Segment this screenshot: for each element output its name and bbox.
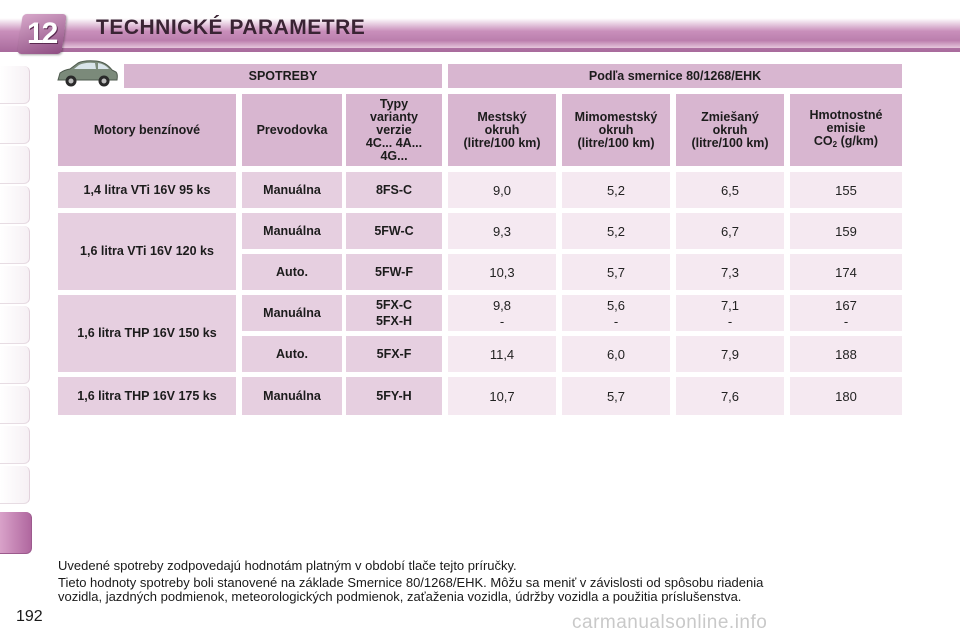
gearbox-cell: Manuálna — [242, 377, 342, 415]
column-header-extra-urban — [562, 94, 670, 166]
co2-subscript: 2 — [832, 140, 838, 149]
extra-urban-value: 5,6 — [606, 297, 626, 313]
extra-urban-cell: 5,2 — [562, 213, 670, 249]
column-header-extra-line: okruh — [598, 122, 634, 137]
column-header-mixed-line: Zmiešaný — [701, 109, 759, 124]
type-cell — [346, 295, 442, 331]
extra-urban-cell: 6,0 — [562, 336, 670, 372]
side-tab[interactable] — [0, 466, 30, 504]
type-value: 5FX-C — [375, 297, 413, 312]
column-header-engine: Motory benzínové — [58, 94, 236, 166]
extra-urban-cell: 5,7 — [562, 254, 670, 290]
mixed-value: 7,1 — [720, 297, 740, 313]
side-tab[interactable] — [0, 66, 30, 104]
type-cell: 5FX-F — [346, 336, 442, 372]
footnote-line: Tieto hodnoty spotreby boli stanovené na základe Smernice 80/1268/EHK. Môžu sa meniť v závislosti od spôsobu riadenia — [58, 575, 764, 590]
column-header-type-line: 4C... 4A... — [365, 135, 423, 150]
car-icon — [54, 58, 120, 90]
type-cell: 8FS-C — [346, 172, 442, 208]
side-tab[interactable] — [0, 226, 30, 264]
engine-label: 1,4 litra VTi 16V 95 ks — [58, 172, 236, 208]
type-cell: 5FW-C — [346, 213, 442, 249]
column-header-co2 — [790, 94, 902, 166]
gearbox-cell: Manuálna — [242, 213, 342, 249]
engine-label: 1,6 litra THP 16V 150 ks — [58, 295, 236, 372]
co2-value: 167 — [835, 297, 857, 313]
group-header-consumption: SPOTREBY — [124, 64, 442, 88]
gearbox-cell: Auto. — [242, 254, 342, 290]
mixed-cell: 6,5 — [676, 172, 784, 208]
side-tab[interactable] — [0, 386, 30, 424]
side-tab[interactable] — [0, 186, 30, 224]
mixed-value: - — [727, 313, 733, 329]
urban-cell: 10,7 — [448, 377, 556, 415]
group-header-directive: Podľa smernice 80/1268/EHK — [448, 64, 902, 88]
type-cell: 5FY-H — [346, 377, 442, 415]
column-header-type — [346, 94, 442, 166]
header-rule — [60, 40, 960, 48]
urban-value: - — [499, 313, 505, 329]
gearbox-cell: Manuálna — [242, 172, 342, 208]
column-header-co2-line — [814, 135, 878, 151]
column-header-type-line: varianty — [370, 109, 418, 124]
co2-cell: 180 — [790, 377, 902, 415]
co2-cell: 159 — [790, 213, 902, 249]
column-header-extra-line: (litre/100 km) — [577, 135, 655, 150]
co2-text: CO — [813, 134, 833, 148]
footnote-line: Uvedené spotreby zodpovedajú hodnotám platným v období tlače tejto príručky. — [58, 558, 517, 573]
side-tab[interactable] — [0, 346, 30, 384]
side-tab[interactable] — [0, 426, 30, 464]
column-header-type-line: Typy — [379, 96, 409, 111]
column-header-urban-line: (litre/100 km) — [463, 135, 541, 150]
extra-urban-cell — [562, 295, 670, 331]
column-header-co2-line: emisie — [826, 121, 866, 135]
co2-cell — [790, 295, 902, 331]
extra-urban-cell: 5,2 — [562, 172, 670, 208]
type-value: 5FX-H — [375, 313, 413, 328]
column-header-mixed-line: (litre/100 km) — [691, 135, 769, 150]
mixed-cell — [676, 295, 784, 331]
mixed-cell: 6,7 — [676, 213, 784, 249]
page-number: 192 — [16, 608, 43, 625]
footnote-line: vozidla, jazdných podmienok, meteorologických podmienok, zaťaženia vozidla, údržby vozidla a použitia príslušenstva. — [58, 589, 742, 604]
side-tab[interactable] — [0, 306, 30, 344]
urban-cell: 11,4 — [448, 336, 556, 372]
column-header-mixed-line: okruh — [712, 122, 748, 137]
urban-cell: 10,3 — [448, 254, 556, 290]
column-header-urban-line: Mestský — [477, 109, 527, 124]
co2-value: - — [843, 313, 849, 329]
column-header-urban-line: okruh — [484, 122, 520, 137]
side-tab[interactable] — [0, 146, 30, 184]
co2-cell: 174 — [790, 254, 902, 290]
urban-cell: 9,0 — [448, 172, 556, 208]
chapter-side-tabs — [0, 66, 34, 576]
extra-urban-cell: 5,7 — [562, 377, 670, 415]
co2-cell: 188 — [790, 336, 902, 372]
co2-cell: 155 — [790, 172, 902, 208]
chapter-number: 12 — [27, 17, 57, 50]
gearbox-cell: Auto. — [242, 336, 342, 372]
co2-unit: (g/km) — [837, 134, 879, 148]
urban-cell: 9,3 — [448, 213, 556, 249]
mixed-cell: 7,9 — [676, 336, 784, 372]
engine-label: 1,6 litra THP 16V 175 ks — [58, 377, 236, 415]
urban-value: 9,8 — [492, 297, 512, 313]
side-tab-active[interactable] — [0, 512, 32, 554]
column-header-type-line: 4G... — [380, 148, 408, 163]
side-tab[interactable] — [0, 266, 30, 304]
side-tab[interactable] — [0, 106, 30, 144]
column-header-mixed — [676, 94, 784, 166]
column-header-gearbox: Prevodovka — [242, 94, 342, 166]
column-header-extra-line: Mimomestský — [574, 109, 658, 124]
type-cell: 5FW-F — [346, 254, 442, 290]
chapter-badge-icon — [17, 14, 67, 54]
column-header-type-line: verzie — [376, 122, 412, 137]
urban-cell — [448, 295, 556, 331]
mixed-cell: 7,3 — [676, 254, 784, 290]
watermark: carmanualsonline.info — [572, 612, 768, 633]
column-header-co2-line: Hmotnostné — [809, 108, 883, 122]
gearbox-cell: Manuálna — [242, 295, 342, 331]
column-header-urban — [448, 94, 556, 166]
page-title: TECHNICKÉ PARAMETRE — [96, 16, 366, 39]
mixed-cell: 7,6 — [676, 377, 784, 415]
engine-label: 1,6 litra VTi 16V 120 ks — [58, 213, 236, 290]
extra-urban-value: - — [613, 313, 619, 329]
